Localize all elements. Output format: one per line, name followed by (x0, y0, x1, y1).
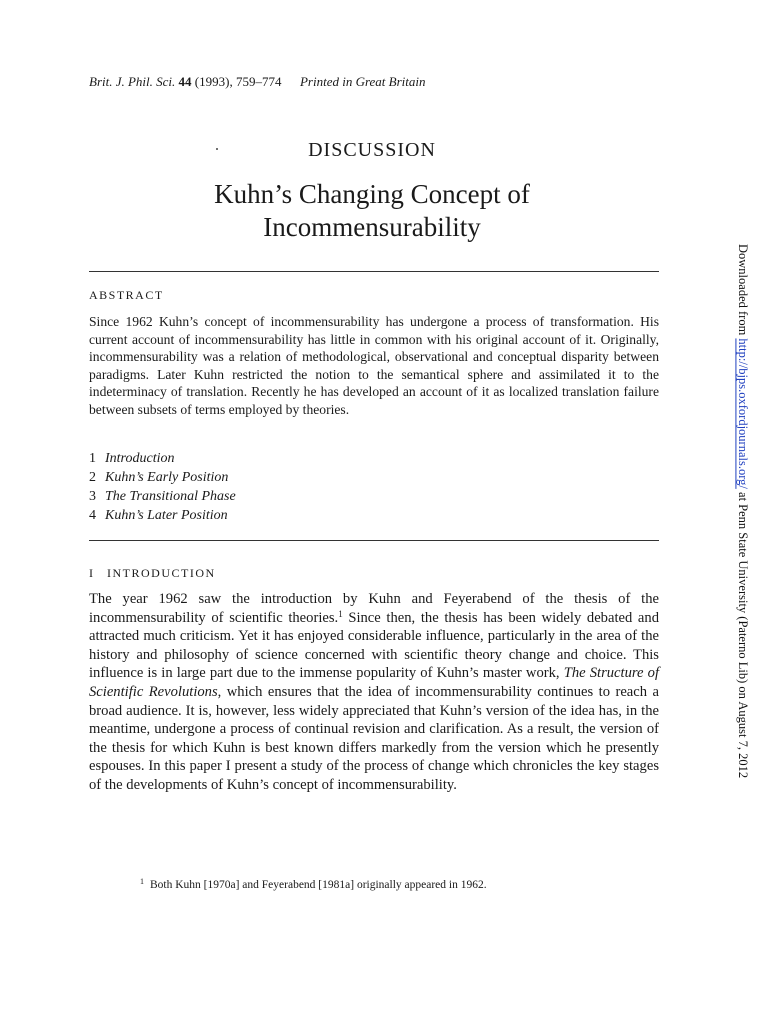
abstract-heading: ABSTRACT (89, 288, 164, 302)
footnote (140, 879, 487, 891)
footnote-reference: 1 (338, 608, 343, 619)
toc-item (89, 468, 236, 487)
intro-text-part-3: , which ensures that the idea of incommensurability continues to reach a broad audience. It is, however, less widely appreciated that Kuhn’s version of the idea has, in the meantime, undergone a process of continual revision and clarification. As a result, the version of the thesis for which Kuhn is best known differs markedly from the version which he presently espouses. In this paper I present a study of the process of change which chronicles the key stages of the developments of Kuhn’s concept of incommensurability. (89, 683, 659, 793)
download-notice-prefix: Downloaded from (736, 244, 750, 339)
toc-item (89, 449, 236, 468)
article-title (0, 178, 744, 244)
toc-item (89, 487, 236, 506)
toc-label: Kuhn’s Later Position (105, 508, 228, 523)
journal-year-pages: (1993), 759–774 (194, 74, 282, 89)
toc-number: 1 (89, 451, 96, 466)
toc-number: 2 (89, 470, 96, 485)
journal-name: Brit. J. Phil. Sci. (89, 74, 176, 89)
toc-item (89, 506, 236, 525)
table-of-contents (89, 449, 236, 525)
article-title-line-2: Incommensurability (263, 212, 481, 242)
toc-number: 4 (89, 508, 96, 523)
top-divider (89, 271, 659, 272)
journal-link[interactable]: http://bjps.oxfordjournals.org/ (736, 338, 750, 489)
section-number: I (89, 566, 95, 580)
article-title-line-1: Kuhn’s Changing Concept of (214, 179, 530, 209)
book-title: The Structure of Scientific Revolutions (89, 665, 659, 700)
journal-volume: 44 (178, 74, 192, 89)
download-notice (735, 244, 750, 778)
toc-label: Introduction (105, 451, 175, 466)
toc-label: Kuhn’s Early Position (105, 470, 229, 485)
toc-label: The Transitional Phase (105, 489, 236, 504)
toc-number: 3 (89, 489, 96, 504)
footnote-text: Both Kuhn [1970a] and Feyerabend [1981a] originally appeared in 1962. (150, 879, 487, 891)
section-label: DISCUSSION (308, 139, 436, 161)
introduction-heading (89, 566, 216, 581)
printed-in-label: Printed in Great Britain (299, 74, 426, 89)
download-notice-suffix: at Penn State University (Paterno Lib) on August 7, 2012 (736, 488, 750, 779)
introduction-paragraph (89, 590, 659, 795)
intro-text-part-1: The year 1962 saw the introduction by Kuhn and Feyerabend of the thesis of the incommensurability of scientific theories. (89, 591, 659, 626)
journal-citation (89, 74, 426, 90)
footnote-marker: 1 (140, 877, 144, 886)
intro-text-part-2: Since then, the thesis has been widely debated and attracted much criticism. Yet it has enjoyed considerable influence, particularly in the area of the history and philosophy of science concerned with scientific theory change and choice. This influence is in large part due to the immense popularity of Kuhn’s master work, (89, 609, 659, 682)
section-title: INTRODUCTION (107, 566, 216, 580)
abstract-text: Since 1962 Kuhn’s concept of incommensurability has undergone a process of transformation. His current account of incommensurability has little in common with his original account of it. Originally, incommensurability was a relation of methodological, observational and conceptual disparity between paradigms. Later Kuhn restricted the notion to the semantical sphere and assimilated it to the indeterminacy of translation. Recently he has developed an account of it as localized translation failure between subsets of terms employed by theories. (89, 314, 659, 417)
bottom-divider (89, 540, 659, 541)
